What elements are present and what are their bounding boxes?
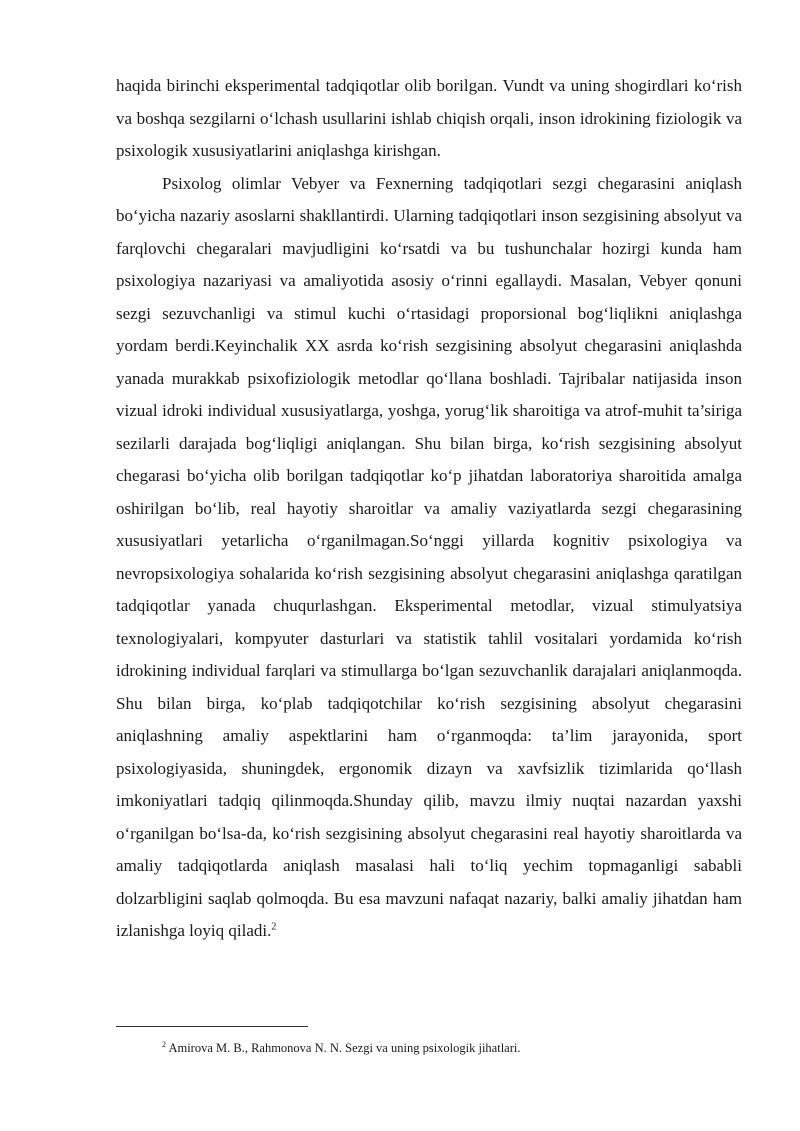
footnote-reference: 2 [271,921,277,933]
document-body [116,70,742,948]
footnote [162,1040,520,1056]
paragraph-1: haqida birinchi eksperimental tadqiqotlar olib borilgan. Vundt va uning shogirdlari ko‘rish va boshqa sezgilarni o‘lchash usullarini ishlab chiqish orqali, inson idrokining fiziologik va psixologik xususiyatlarini aniqlashga kirishgan. [116,76,742,160]
paragraph-2 [116,168,742,948]
footnote-number: 2 [162,1039,166,1049]
footnote-separator [116,1026,308,1027]
footnote-text: Amirova M. B., Rahmonova N. N. Sezgi va uning psixologik jihatlari. [168,1041,521,1055]
paragraph-2-text: Psixolog olimlar Vebyer va Fexnerning tadqiqotlari sezgi chegarasini aniqlash bo‘yicha nazariy asoslarni shakllantirdi. Ularning tadqiqotlari inson sezgisining absolyut va farqlovchi chegaralari mavjudligini ko‘rsatdi va bu tushunchalar hozirgi kunda ham psixologiya nazariyasi va amaliyotida asosiy o‘rinni egallaydi. Masalan, Vebyer qonuni sezgi sezuvchanligi va stimul kuchi o‘rtasidagi proporsional bog‘liqlikni aniqlashga yordam berdi.Keyinchalik XX asrda ko‘rish sezgisining absolyut chegarasini aniqlashda yanada murakkab psixofiziologik metodlar qo‘llana boshladi. Tajribalar natijasida inson vizual idroki individual xususiyatlarga, yoshga, yorug‘lik sharoitiga va atrof-muhit ta’siriga sezilarli darajada bog‘liqligi aniqlangan. Shu bilan birga, ko‘rish sezgisining absolyut chegarasi bo‘yicha olib borilgan tadqiqotlar ko‘p jihatdan laboratoriya sharoitida amalga oshirilgan bo‘lib, real hayotiy sharoitlar va amaliy vaziyatlarda sezgi chegarasining xususiyatlari yetarlicha o‘rganilmagan.So‘nggi yillarda kognitiv psixologiya va nevropsixologiya sohalarida ko‘rish sezgisining absolyut chegarasini aniqlashga qaratilgan tadqiqotlar yanada chuqurlashgan. Eksperimental metodlar, vizual stimulyatsiya texnologiyalari, kompyuter dasturlari va statistik tahlil vositalari yordamida ko‘rish idrokining individual farqlari va stimullarga bo‘lgan sezuvchanlik darajalari aniqlanmoqda. Shu bilan birga, ko‘plab tadqiqotchilar ko‘rish sezgisining absolyut chegarasini aniqlashning amaliy aspektlarini ham o‘rganmoqda: ta’lim jarayonida, sport psixologiyasida, shuningdek, ergonomik dizayn va xavfsizlik tizimlarida qo‘llash imkoniyatlari tadqiq qilinmoqda.Shunday qilib, mavzu ilmiy nuqtai nazardan yaxshi o‘rganilgan bo‘lsa-da, ko‘rish sezgisining absolyut chegarasini real hayotiy sharoitlarda va amaliy tadqiqotlarda aniqlash masalasi hali to‘liq yechim topmaganligi sababli dolzarbligini saqlab qolmoqda. Bu esa mavzuni nafaqat nazariy, balki amaliy jihatdan ham izlanishga loyiq qiladi. [116,173,742,940]
